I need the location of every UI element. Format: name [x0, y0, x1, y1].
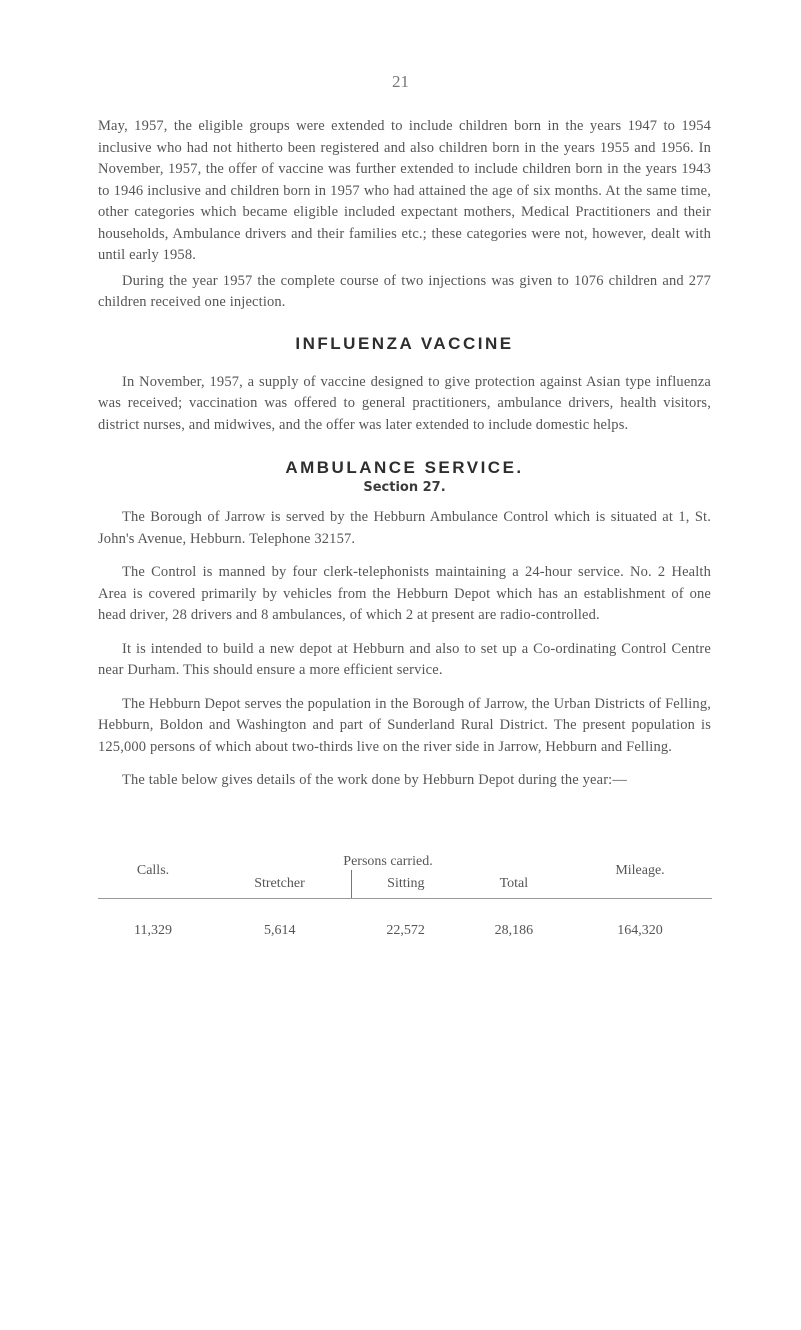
ambulance-paragraph: The Control is manned by four clerk-telephonists maintaining a 24-hour service. No. 2 Health Area is covered primarily by vehicles from the Hebburn Depot which has an establishment of one head driver, 28 drivers and 8 ambulances, of which 2 at present are radio-controlled. [98, 564, 711, 623]
ambulance-paragraph: It is intended to build a new depot at Hebburn and also to set up a Co-ordinating Control Centre near Durham. This should ensure a more efficient service. [98, 640, 711, 678]
influenza-paragraph: In November, 1957, a supply of vaccine designed to give protection against Asian type influenza was received; vaccination was offered to general practitioners, ambulance drivers, health visitors, district nurses, and midwives, and the offer was later extended to include domestic helps. [98, 373, 711, 433]
page-body [98, 116, 711, 939]
mileage-header: Mileage. [568, 844, 712, 899]
ambulance-paragraph: The Borough of Jarrow is served by the Hebburn Ambulance Control which is situated at 1, St. John's Avenue, Hebburn. Telephone 32157. [98, 509, 711, 547]
sitting-header: Sitting [351, 870, 459, 899]
stretcher-header: Stretcher [208, 870, 351, 899]
mileage-value: 164,320 [617, 922, 663, 938]
page-number: 21 [392, 72, 409, 91]
depot-work-table [98, 844, 712, 939]
section-label: Section 27. [363, 480, 446, 495]
ambulance-section [98, 507, 711, 792]
calls-header: Calls. [98, 844, 208, 899]
ambulance-paragraph: The table below gives details of the work done by Hebburn Depot during the year:— [122, 772, 628, 788]
intro-paragraph: May, 1957, the eligible groups were extended to include children born in the years 1947 to 1954 inclusive who had not hitherto been registered and also children born in the years 1955 and 1956. In November, 1957, the offer of vaccine was further extended to include children born in the years 1943 to 1946 inclusive and children born in 1957 who had attained the age of six months. At the same time, other categories which became eligible included expectant mothers, Medical Practitioners and their households, Ambulance drivers and their families etc.; these categories were not, however, dealt with until early 1958. [98, 118, 711, 263]
stretcher-value: 5,614 [263, 922, 296, 938]
ambulance-heading: AMBULANCE SERVICE. [285, 458, 524, 477]
calls-value: 11,329 [134, 922, 172, 938]
ambulance-paragraph: The Hebburn Depot serves the population in the Borough of Jarrow, the Urban Districts of Felling, Hebburn, Boldon and Washington and part of Sunderland Rural District. The present population is 125,000 persons of which about two-thirds live on the river side in Jarrow, Hebburn and Felling. [98, 695, 711, 755]
influenza-heading: INFLUENZA VACCINE [295, 333, 514, 353]
sitting-value: 22,572 [386, 922, 425, 938]
injections-paragraph: During the year 1957 the complete course of two injections was given to 1076 children and 277 children received one injection. [98, 272, 711, 310]
total-value: 28,186 [494, 922, 534, 938]
table-row [98, 898, 712, 939]
persons-carried-header: Persons carried. [343, 853, 433, 869]
total-header: Total [460, 870, 568, 899]
